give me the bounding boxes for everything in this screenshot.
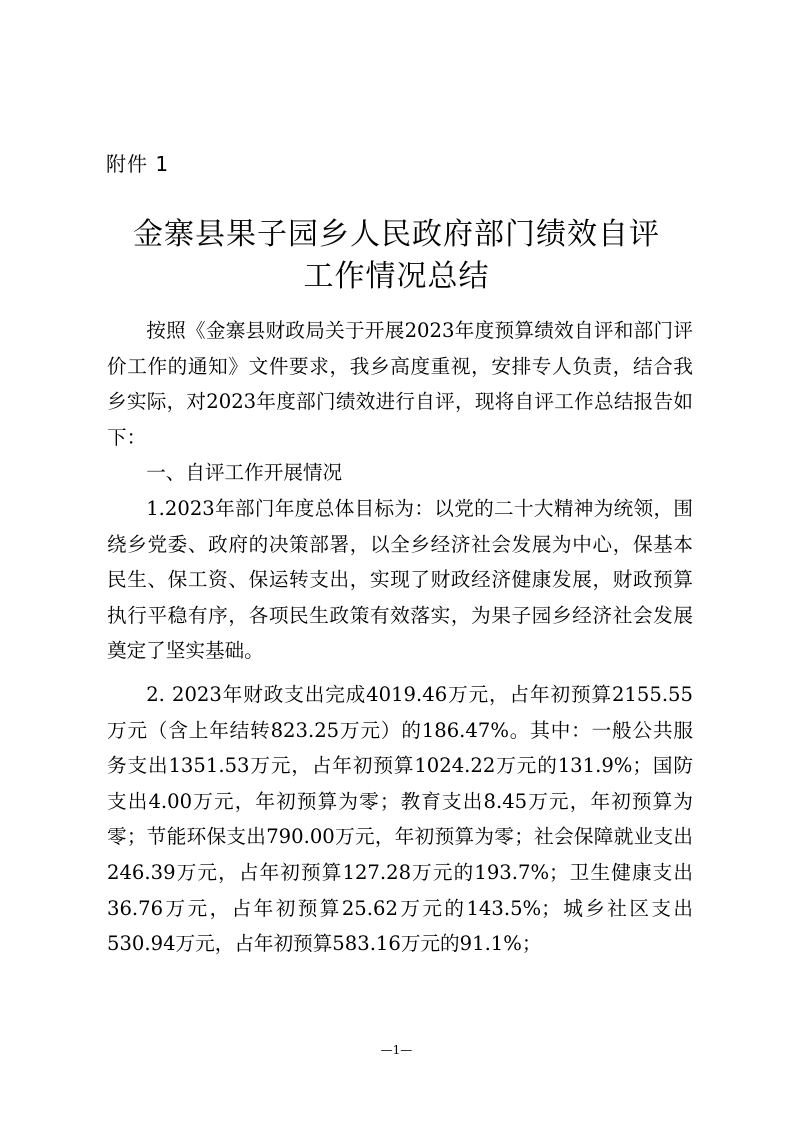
body-paragraph-2: 2. 2023年财政支出完成4019.46万元，占年初预算2155.55万元（含上年结转823.25万元）的186.47%。其中：一般公共服务支出1351.53万元，占年初预算1024.22万元的131.9%；国防支出4.00万元，年初预算为零；教育支出8.45万元，年初预算为零；节能环保支出790.00万元，年初预算为零；社会保障就业支出246.39万元，占年初预算127.28万元的193.7%；卫生健康支出36.76万元，占年初预算25.62万元的143.5%；城乡社区支出530.94万元，占年初预算583.16万元的91.1%；	[107, 682, 693, 956]
body-paragraph-1: 1.2023年部门年度总体目标为：以党的二十大精神为统领，围绕乡党委、政府的决策部署，以全乡经济社会发展为中心，保基本民生、保工资、保运转支出，实现了财政经济健康发展，财政预算执行平稳有序，各项民生政策有效落实，为果子园乡经济社会发展奠定了坚实基础。	[107, 496, 693, 663]
page-number: —1—	[380, 1043, 413, 1057]
section-heading: 一、自评工作开展情况	[146, 461, 343, 485]
document-title-line-2: 工作情况总结	[303, 259, 490, 294]
intro-paragraph: 按照《金寨县财政局关于开展2023年度预算绩效自评和部门评价工作的通知》文件要求，我乡高度重视，安排专人负责，结合我乡实际，对2023年度部门绩效进行自评，现将自评工作总结报告如下：	[107, 319, 693, 449]
document-title-line-1: 金寨县果子园乡人民政府部门绩效自评	[133, 217, 660, 252]
document-body	[107, 313, 693, 962]
attachment-label: 附件 1	[106, 152, 170, 176]
